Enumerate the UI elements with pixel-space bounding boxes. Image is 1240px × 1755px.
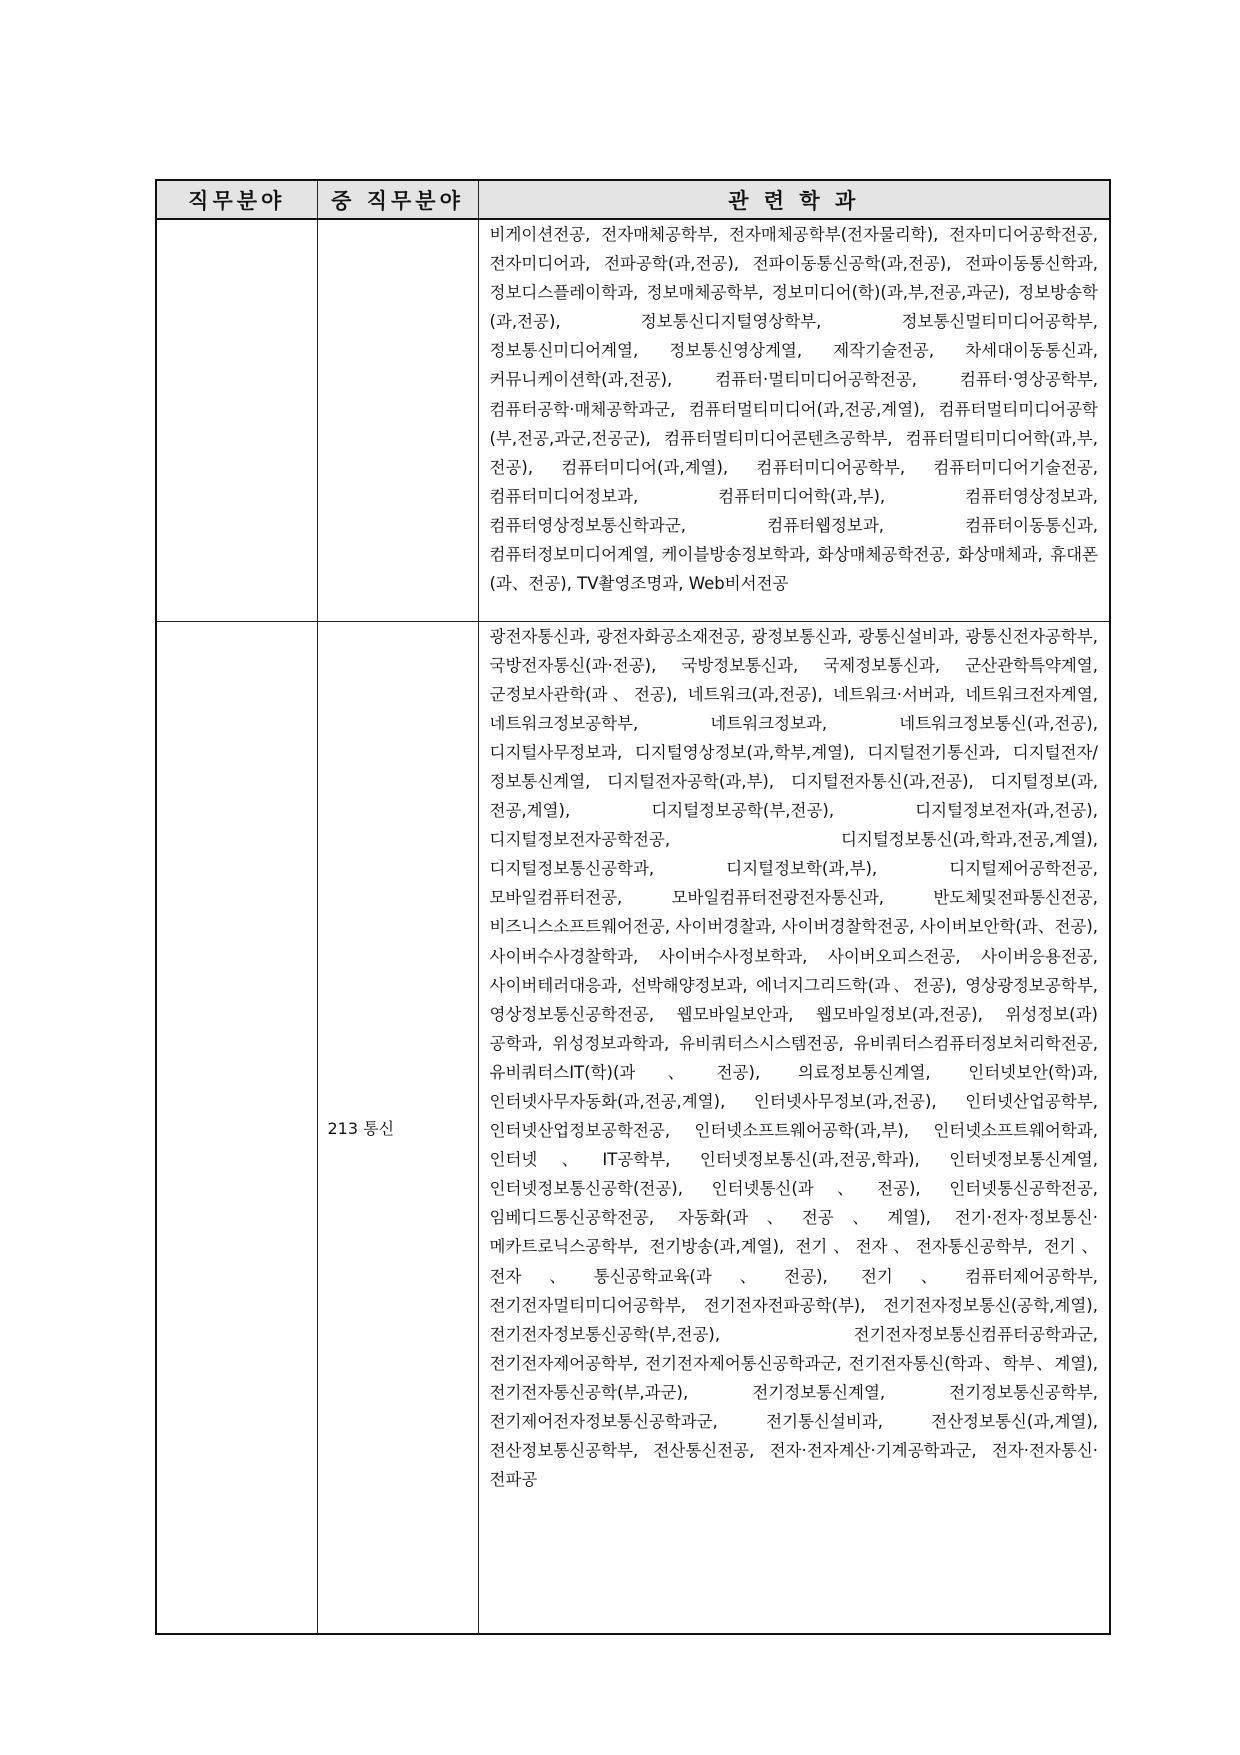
job-field-cell	[156, 621, 317, 1634]
department-table	[155, 179, 1111, 1635]
departments-text: 광전자통신과, 광전자화공소재전공, 광정보통신과, 광통신설비과, 광통신전자공학부, 국방전자통신(과·전공), 국방정보통신과, 국제정보통신과, 군산관학특약계열, 군정보사관학(과、전공), 네트워크(과,전공), 네트워크·서버과, 네트워크전자계열, 네트워크정보공학부, 네트워크정보과, 네트워크정보통신(과,전공), 디지털사무정보과, 디지털영상정보(과,학부,계열), 디지털전기통신과, 디지털전자/정보통신계열, 디지털전자공학(과,부), 디지털전자통신(과,전공), 디지털정보(과,전공,계열), 디지털정보공학(부,전공), 디지털정보전자(과,전공), 디지털정보전자공학전공, 디지털정보통신(과,학과,전공,계열), 디지털정보통신공학과, 디지털정보학(과,부), 디지털제어공학전공, 모바일컴퓨터전공, 모바일컴퓨터전광전자통신과, 반도체및전파통신전공, 비즈니스소프트웨어전공, 사이버경찰과, 사이버경찰학전공, 사이버보안학(과、전공), 사이버수사경찰학과, 사이버수사정보학과, 사이버오피스전공, 사이버응용전공, 사이버테러대응과, 선박해양정보과, 에너지그리드학(과、전공), 영상광정보공학부, 영상정보통신공학전공, 웹모바일보안과, 웹모바일정보(과,전공), 위성정보(과)공학과, 위성정보과학과, 유비쿼터스시스템전공, 유비쿼터스컴퓨터정보처리학전공, 유비쿼터스IT(학)(과、전공), 의료정보통신계열, 인터넷보안(학)과, 인터넷사무자동화(과,전공,계열), 인터넷사무정보(과,전공), 인터넷산업공학부, 인터넷산업정보공학전공, 인터넷소프트웨어공학(과,부), 인터넷소프트웨어학과, 인터넷、IT공학부, 인터넷정보통신(과,전공,학과), 인터넷정보통신계열, 인터넷정보통신공학(전공), 인터넷통신(과、전공), 인터넷통신공학전공, 임베디드통신공학전공, 자동화(과、전공、계열), 전기·전자·정보통신·메카트로닉스공학부, 전기방송(과,계열), 전기、전자、전자통신공학부, 전기、전자、통신공학교육(과、전공), 전기、컴퓨터제어공학부, 전기전자멀티미디어공학부, 전기전자전파공학(부), 전기전자정보통신(공학,계열), 전기전자정보통신공학(부,전공), 전기전자정보통신컴퓨터공학과군, 전기전자제어공학부, 전기전자제어통신공학과군, 전기전자통신(학과、학부、계열), 전기전자통신공학(부,과군), 전기정보통신계열, 전기정보통신공학부, 전기제어전자정보통신공학과군, 전기통신설비과, 전산정보통신(과,계열), 전산정보통신공학부, 전산통신전공, 전자·전자계산·기계공학과군, 전자·전자통신·전파공	[489, 626, 1098, 1490]
header-related-departments: 관 련 학 과	[478, 180, 1110, 219]
sub-job-field-cell: 213 통신	[317, 621, 478, 1634]
header-sub-job-field: 중 직무분야	[317, 180, 478, 219]
departments-text: 비게이션전공, 전자매체공학부, 전자매체공학부(전자물리학), 전자미디어공학전공, 전자미디어과, 전파공학(과,전공), 전파이동통신공학(과,전공), 전파이동통신학과, 정보디스플레이학과, 정보매체공학부, 정보미디어(학)(과,부,전공,과군), 정보방송학(과,전공), 정보통신디지털영상학부, 정보통신멀티미디어공학부, 정보통신미디어계열, 정보통신영상계열, 제작기술전공, 차세대이동통신과, 커뮤니케이션학(과,전공), 컴퓨터·멀티미디어공학전공, 컴퓨터·영상공학부, 컴퓨터공학·매체공학과군, 컴퓨터멀티미디어(과,전공,계열), 컴퓨터멀티미디어공학(부,전공,과군,전공군), 컴퓨터멀티미디어콘텐츠공학부, 컴퓨터멀티미디어학(과,부,전공), 컴퓨터미디어(과,계열), 컴퓨터미디어공학부, 컴퓨터미디어기술전공, 컴퓨터미디어정보과, 컴퓨터미디어학(과,부), 컴퓨터영상정보과, 컴퓨터영상정보통신학과군, 컴퓨터웹정보과, 컴퓨터이동통신과, 컴퓨터정보미디어계열, 케이블방송정보학과, 화상매체공학전공, 화상매체과, 휴대폰(과、전공), TV촬영조명과, Web비서전공	[489, 225, 1098, 594]
sub-job-field-cell	[317, 219, 478, 621]
table-row	[156, 621, 1110, 1634]
table-row	[156, 219, 1110, 621]
table-header-row	[156, 180, 1110, 219]
departments-cell	[478, 621, 1110, 1634]
departments-cell	[478, 219, 1110, 621]
header-job-field: 직무분야	[156, 180, 317, 219]
job-field-cell	[156, 219, 317, 621]
